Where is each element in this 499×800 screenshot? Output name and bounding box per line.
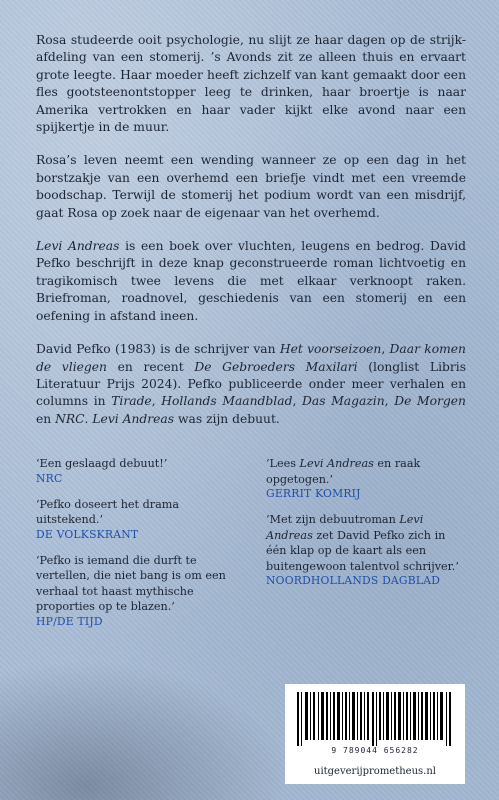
bio-i2: Daar komen de vliegen — [36, 342, 466, 374]
quote-source: HP/DE TIJD — [36, 614, 103, 628]
bio-c: en recent — [106, 359, 195, 374]
publisher-url: uitgeverijprometheus.nl — [314, 766, 436, 777]
quote-text — [266, 456, 466, 487]
cover-shadow — [0, 660, 290, 800]
quote-pre: ‘Lees — [266, 457, 300, 470]
bio-i4: Tirade — [111, 394, 152, 409]
paragraph-3-text: is een boek over vluchten, leugens en bedrog. David Pefko beschrijft in deze knap geconstrueerde roman lichtvoetig en tragikomisch twee levens die met elkaar verknoopt raken. Briefroman, roadnovel, geschiedenis van een stomerij en een oefening in afstand ineen. — [36, 239, 466, 323]
bio-f: , — [292, 394, 303, 409]
quote-item — [36, 497, 241, 541]
quote-text — [266, 512, 466, 574]
bio-b: , — [381, 342, 390, 357]
bio-e: , — [151, 394, 162, 409]
quote-italic: Levi Andreas — [266, 513, 424, 542]
quote-source: NRC — [36, 471, 63, 485]
barcode-panel — [285, 684, 465, 784]
quote-post: zet David Pefko zich in één klap op de kaart als een buitengewoon talentvol schrijver.’ — [266, 528, 459, 573]
paragraph-3 — [36, 238, 466, 325]
quote-item — [266, 512, 466, 587]
bio-k: was zijn debuut. — [174, 411, 280, 426]
quote-source: GERRIT KOMRIJ — [266, 487, 361, 500]
blurb-text — [36, 32, 466, 444]
quote-text: ‘Pefko is iemand die durft te vertellen, die niet bang is om een verhaal tot haast mythische proporties op te blazen.’ — [36, 553, 226, 613]
quote-text: ‘Pefko doseert het drama uitstekend.’ — [36, 497, 180, 526]
quotes-right-column — [266, 456, 466, 599]
quote-text: ‘Een geslaagd debuut!’ — [36, 457, 168, 470]
bio-i8: NRC — [55, 411, 85, 426]
quote-source: DE VOLKSKRANT — [36, 527, 139, 541]
quote-post: en raak opgetogen.’ — [266, 457, 421, 486]
quote-item — [36, 456, 241, 485]
quote-item — [266, 456, 466, 500]
quote-italic: Levi Andreas — [299, 457, 374, 470]
title-italic: Levi Andreas — [36, 239, 120, 254]
quote-source: NOORDHOLLANDS DAGBLAD — [266, 574, 441, 587]
paragraph-2: Rosa’s leven neemt een wending wanneer ze op een dag in het borstzakje van een overhemd een briefje vindt met een vreemde boodschap. Terwijl de stomerij het podium wordt van een misdrijf, gaat Rosa op zoek naar de eigenaar van het overhemd. — [36, 153, 466, 220]
quote-pre: ‘Met zijn debuutroman — [266, 513, 400, 526]
isbn-number: 9 789044 656282 — [331, 746, 419, 755]
bio-i5: Hollands Maandblad — [161, 394, 293, 409]
bio-d: (longlist Libris Literatuur Prijs 2024). Pefko publiceerde onder meer verhalen en columns in — [36, 359, 467, 409]
bio-i9: Levi Andreas — [92, 411, 175, 426]
paragraph-author-bio — [36, 341, 466, 428]
bio-i7: De Morgen — [394, 394, 466, 409]
quote-item — [36, 553, 241, 628]
bio-h: en — [36, 411, 56, 426]
paragraph-1: Rosa studeerde ooit psychologie, nu slijt ze haar dagen op de strijk-afdeling van een stomerij. ’s Avonds zit ze alleen thuis en ervaart grote leegte. Haar moeder heeft zichzelf van kant gemaakt door een fles gootsteenontstopper leeg te drinken, haar broertje is naar Amerika vertrokken en haar vader kijkt elke avond naar een spijkertje in de muur. — [36, 33, 466, 135]
bio-i1: Het voorseizoen — [279, 342, 382, 357]
bio-a: David Pefko (1983) is de schrijver van — [36, 342, 280, 357]
barcode-icon — [295, 692, 455, 746]
quotes-left-column — [36, 456, 241, 640]
bio-i3: De Gebroeders Maxilari — [194, 359, 358, 374]
bio-j: . — [84, 411, 93, 426]
bio-i6: Das Magazin — [302, 394, 385, 409]
bio-g: , — [384, 394, 395, 409]
